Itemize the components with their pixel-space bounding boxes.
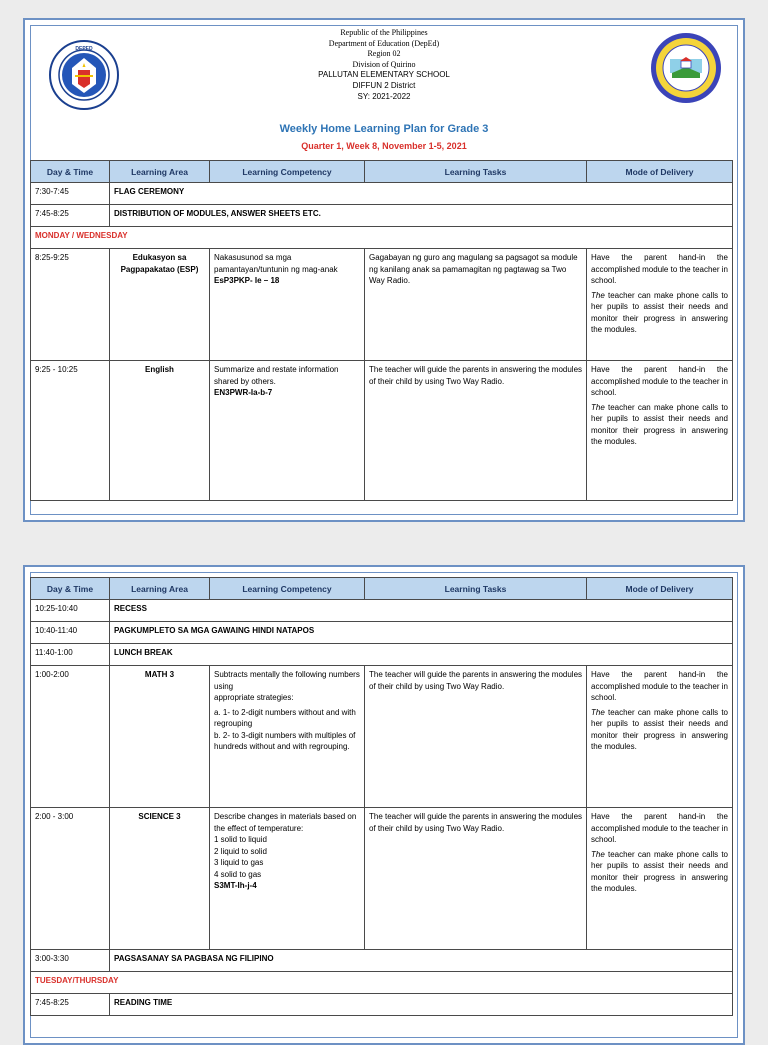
competency-code: EN3PWR-Ia-b-7: [214, 388, 273, 397]
delivery-emphasis: The: [591, 402, 605, 412]
svg-text:DEPED: DEPED: [75, 46, 93, 52]
delivery-rest: teacher can make phone calls to her pupils to assist their needs and monitor their progress in answering the modules.: [591, 707, 728, 751]
time-cell: 8:25-9:25: [31, 249, 110, 361]
delivery-text: Have the parent hand-in the accomplished module to the teacher in school.: [591, 670, 728, 702]
delivery-text: [591, 290, 728, 336]
time-cell: 10:40-11:40: [31, 622, 110, 644]
tasks-cell: The teacher will guide the parents in answering the modules of their child by using Two Way Radio.: [365, 361, 587, 501]
delivery-text: Have the parent hand-in the accomplished module to the teacher in school.: [591, 812, 728, 844]
plan-title: Weekly Home Learning Plan for Grade 3: [279, 123, 489, 135]
competency-text: appropriate strategies:: [214, 693, 294, 702]
learning-plan-table: [30, 577, 733, 1016]
delivery-cell: [587, 808, 733, 950]
col-header-learning-area: Learning Area: [110, 578, 210, 600]
time-cell: 7:45-8:25: [31, 205, 110, 227]
col-header-mode-of-delivery: Mode of Delivery: [587, 161, 733, 183]
table-header-row: [31, 161, 733, 183]
col-header-learning-tasks: Learning Tasks: [365, 161, 587, 183]
learning-area-cell: Edukasyon sa Pagpapakatao (ESP): [110, 249, 210, 361]
competency-text: Summarize and restate information shared by others.: [214, 365, 339, 386]
table-row: [31, 950, 733, 972]
learning-area-cell: MATH 3: [110, 666, 210, 808]
republic-line: Republic of the Philippines: [340, 28, 428, 37]
delivery-text: [591, 849, 728, 895]
section-row: [31, 227, 733, 249]
delivery-rest: teacher can make phone calls to her pupils to assist their needs and monitor their progress in answering the modules.: [591, 849, 728, 893]
competency-text: Nakasusunod sa mga pamantayan/tuntunin ng mag-anak: [214, 253, 338, 274]
delivery-rest: teacher can make phone calls to her pupils to assist their needs and monitor their progress in answering the modules.: [591, 402, 728, 446]
school-year: SY: 2021-2022: [357, 91, 411, 101]
col-header-day-time: Day & Time: [31, 578, 110, 600]
document-page-1: [23, 18, 745, 522]
table-row: [31, 205, 733, 227]
activity-cell: PAGSASANAY SA PAGBASA NG FILIPINO: [110, 950, 733, 972]
col-header-learning-competency: Learning Competency: [210, 578, 365, 600]
col-header-learning-tasks: Learning Tasks: [365, 578, 587, 600]
time-cell: 10:25-10:40: [31, 600, 110, 622]
time-cell: 7:45-8:25: [31, 994, 110, 1016]
table-header-row: [31, 578, 733, 600]
col-header-learning-competency: Learning Competency: [210, 161, 365, 183]
list-item: 1 solid to liquid: [214, 835, 267, 844]
table-row: [31, 622, 733, 644]
school-name: PALLUTAN ELEMENTARY SCHOOL: [318, 70, 450, 80]
time-cell: 3:00-3:30: [31, 950, 110, 972]
document-page-2: [23, 565, 745, 1045]
table-row: [31, 994, 733, 1016]
activity-cell: RECESS: [110, 600, 733, 622]
delivery-cell: [587, 249, 733, 361]
learning-area-cell: SCIENCE 3: [110, 808, 210, 950]
competency-item: b. 2- to 3-digit numbers with multiples of hundreds without and with regrouping.: [214, 730, 356, 751]
activity-cell: LUNCH BREAK: [110, 644, 733, 666]
competency-text: Describe changes in materials based on: [214, 812, 357, 821]
delivery-emphasis: The: [591, 707, 605, 717]
delivery-emphasis: The: [591, 849, 605, 859]
table-row: [31, 808, 733, 950]
activity-cell: DISTRIBUTION OF MODULES, ANSWER SHEETS ETC.: [110, 205, 733, 227]
delivery-text: [591, 707, 728, 753]
table-row: [31, 249, 733, 361]
delivery-emphasis: The: [591, 290, 605, 300]
delivery-cell: [587, 361, 733, 501]
time-cell: 2:00 - 3:00: [31, 808, 110, 950]
competency-code: EsP3PKP- Ie – 18: [214, 276, 280, 285]
activity-cell: PAGKUMPLETO SA MGA GAWAING HINDI NATAPOS: [110, 622, 733, 644]
delivery-cell: [587, 666, 733, 808]
competency-item: a. 1- to 2-digit numbers without and with regrouping: [214, 707, 356, 728]
competency-cell: [210, 249, 365, 361]
competency-text: Subtracts mentally the following numbers using: [214, 670, 360, 691]
delivery-text: Have the parent hand-in the accomplished module to the teacher in school.: [591, 253, 728, 285]
section-row: [31, 972, 733, 994]
tasks-cell: The teacher will guide the parents in answering the modules of their child by using Two Way Radio.: [365, 666, 587, 808]
activity-cell: READING TIME: [110, 994, 733, 1016]
list-item: 3 liquid to gas: [214, 858, 264, 867]
delivery-text: Have the parent hand-in the accomplished module to the teacher in school.: [591, 365, 728, 397]
table-row: [31, 361, 733, 501]
tasks-cell: The teacher will guide the parents in answering the modules of their child by using Two Way Radio.: [365, 808, 587, 950]
list-item: 2 liquid to solid: [214, 846, 267, 856]
time-cell: 11:40-1:00: [31, 644, 110, 666]
delivery-rest: teacher can make phone calls to her pupils to assist their needs and monitor their progress in answering the modules.: [591, 290, 728, 334]
col-header-mode-of-delivery: Mode of Delivery: [587, 578, 733, 600]
division-line: Division of Quirino: [352, 59, 416, 69]
district-line: DIFFUN 2 District: [352, 80, 416, 90]
time-cell: 9:25 - 10:25: [31, 361, 110, 501]
competency-cell: [210, 666, 365, 808]
region-line: Region 02: [367, 49, 401, 59]
table-row: [31, 600, 733, 622]
table-row: [31, 666, 733, 808]
letterhead: [25, 28, 743, 102]
tasks-cell: Gagabayan ng guro ang magulang sa pagsagot sa module ng kanilang anak sa pamamagitan ng pagtawag sa Two Way Radio.: [365, 249, 587, 361]
time-cell: 1:00-2:00: [31, 666, 110, 808]
section-label: TUESDAY/THURSDAY: [31, 972, 733, 994]
department-line: Department of Education (DepEd): [328, 38, 440, 48]
table-row: [31, 183, 733, 205]
section-label: MONDAY / WEDNESDAY: [31, 227, 733, 249]
activity-cell: FLAG CEREMONY: [110, 183, 733, 205]
learning-area-cell: English: [110, 361, 210, 501]
learning-plan-table: [30, 160, 733, 501]
col-header-learning-area: Learning Area: [110, 161, 210, 183]
competency-text: the effect of temperature:: [214, 823, 304, 833]
col-header-day-time: Day & Time: [31, 161, 110, 183]
delivery-text: [591, 402, 728, 448]
table-row: [31, 644, 733, 666]
plan-subtitle: Quarter 1, Week 8, November 1-5, 2021: [301, 141, 467, 151]
time-cell: 7:30-7:45: [31, 183, 110, 205]
competency-cell: [210, 808, 365, 950]
competency-code: S3MT-Ih-j-4: [214, 881, 257, 890]
list-item: 4 solid to gas: [214, 869, 262, 879]
competency-cell: [210, 361, 365, 501]
